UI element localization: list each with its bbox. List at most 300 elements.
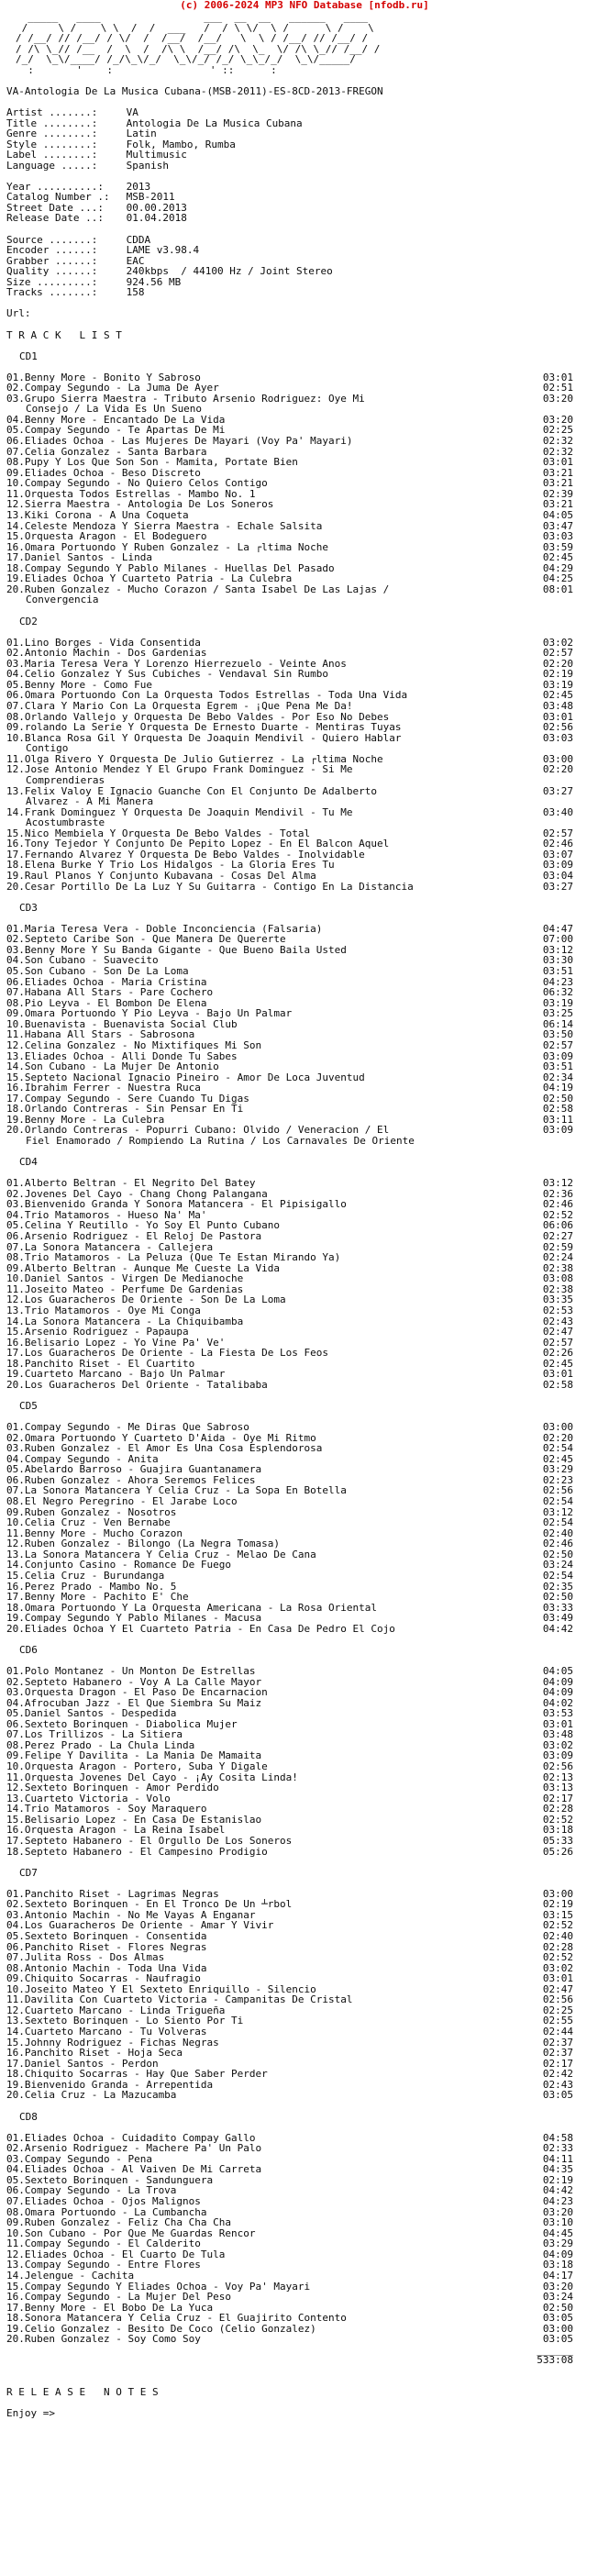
track-title: 19.Raul Planos Y Conjunto Kubavana - Cosas Del Alma: [6, 870, 316, 882]
track-title: 04.Trio Matamoros - Hueso Na' Ma': [6, 1209, 207, 1221]
spacer: [6, 605, 603, 616]
track-title: 16.Orquesta Aragon - La Reina Isabel: [6, 1825, 226, 1836]
track-row: [6, 1677, 573, 1688]
track-row: [6, 690, 573, 701]
track-title: 13.Trio Matamoros - Oye Mi Conga: [6, 1305, 201, 1316]
track-row: [6, 1485, 573, 1496]
track-row: [6, 1242, 573, 1253]
track-title: 11.Olga Rivero Y Orquesta De Julio Gutierrez - La ┌ltima Noche: [6, 753, 383, 765]
track-title: 02.Omara Portuondo Y Cuarteto D'Aida - Oye Mi Ritmo: [6, 1432, 316, 1444]
track-row: [6, 2090, 573, 2101]
cd-label: CD4: [19, 1156, 38, 1169]
track-duration: 03:50: [542, 1028, 573, 1041]
track-title: 16.Perez Prado - Mambo No. 5: [6, 1581, 177, 1593]
track-title: 15.Arsenio Rodriguez - Papaupa: [6, 1327, 189, 1338]
track-duration: 04:17: [542, 2269, 573, 2282]
track-row: [6, 1942, 573, 1953]
track-title: 01.Polo Montanez - Un Monton De Estrellas: [6, 1665, 256, 1677]
spacer: [6, 2122, 603, 2133]
track-duration: 02:43: [542, 2078, 573, 2091]
track-row: [6, 1666, 573, 1677]
track-duration: 02:46: [542, 1538, 573, 1550]
track-duration: 03:01: [542, 371, 573, 383]
track-duration: 03:02: [542, 1738, 573, 1751]
track-row: [6, 1708, 573, 1719]
track-title: 01.Alberto Beltran - El Negrito Del Batey: [6, 1178, 256, 1189]
track-duration: 03:27: [542, 880, 573, 893]
track-title: 06.Eliades Ochoa - Maria Cristina: [6, 976, 207, 988]
track-duration: 02:52: [542, 1208, 573, 1221]
track-title: 03.Maria Teresa Vera Y Lorenzo Hierrezuelo - Veinte Anos: [6, 658, 347, 670]
track-duration: 03:09: [542, 859, 573, 872]
track-duration: 02:45: [542, 551, 573, 564]
track-duration: 02:24: [542, 1251, 573, 1264]
track-duration: 02:59: [542, 1240, 573, 1253]
track-duration: 03:01: [542, 1368, 573, 1381]
track-title: 05.Son Cubano - Son De La Loma: [6, 966, 189, 977]
total-rule: ______: [537, 2343, 573, 2356]
track-title: 07.Habana All Stars - Pare Cochero: [6, 987, 214, 998]
track-title: 08.Antonio Machin - Toda Una Vida: [6, 1962, 207, 1974]
track-duration: 03:00: [542, 2322, 573, 2335]
track-duration: 03:09: [542, 1049, 573, 1062]
track-title: 03.Compay Segundo - Pena: [6, 2153, 152, 2165]
track-duration: 04:05: [542, 508, 573, 521]
track-title: 05.Abelardo Barroso - Guajira Guantanamera: [6, 1464, 262, 1475]
track-row: [6, 638, 573, 649]
track-title: 06.Panchito Riset - Flores Negras: [6, 1941, 207, 1953]
track-row: [6, 2175, 573, 2186]
dates-block: [6, 182, 603, 224]
track-row: [6, 2080, 573, 2091]
track-title: 14.Cuarteto Marcano - Tu Volveras: [6, 2026, 207, 2037]
track-row: [6, 436, 573, 447]
track-title: 10.Son Cubano - Por Que Me Guardas Rencor: [6, 2227, 256, 2239]
track-row: [6, 2196, 573, 2207]
track-title: 09.Eliades Ochoa - Beso Discreto: [6, 467, 201, 479]
track-title: 05.Celina Y Reutillo - Yo Soy El Punto Cubano: [6, 1220, 281, 1231]
track-title: 03.Orquesta Dragon - El Paso De Encarnacion: [6, 1687, 268, 1698]
track-duration: 03:18: [542, 1824, 573, 1837]
track-duration: 02:17: [542, 2057, 573, 2070]
track-title: 13.La Sonora Matancera Y Celia Cruz - Melao De Cana: [6, 1549, 316, 1560]
track-title: 18.Sonora Matancera Y Celia Cruz - El Guajirito Contento: [6, 2313, 347, 2324]
track-duration: 03:02: [542, 636, 573, 649]
track-duration: 02:56: [542, 1993, 573, 2006]
track-title: 07.La Sonora Matancera - Callejera: [6, 1241, 214, 1253]
track-row: [6, 1231, 573, 1242]
track-duration: 04:23: [542, 975, 573, 988]
date-row: [6, 213, 603, 224]
track-title: 11.Orquesta Jovenes Del Cayo - ¡Ay Cosita Linda!: [6, 1771, 298, 1783]
track-row: [6, 2271, 573, 2282]
tech-key: Encoder ......:: [6, 244, 98, 257]
track-title: 13.Sexteto Borinquen - Lo Siento Por Ti: [6, 2015, 244, 2027]
track-duration: 04:47: [542, 922, 573, 935]
track-title: 01.Lino Borges - Vida Consentida: [6, 637, 201, 649]
track-duration: 03:33: [542, 1601, 573, 1614]
track-duration: 02:56: [542, 1760, 573, 1773]
track-title: 11.Davilita Con Cuarteto Victoria - Campanitas De Cristal: [6, 1994, 353, 2005]
track-title: 16.Compay Segundo - La Mujer Del Peso: [6, 2292, 232, 2303]
track-row: [6, 447, 573, 458]
track-title: 08.Perez Prado - La Chula Linda: [6, 1739, 195, 1751]
track-title: 09.Felipe Y Davilita - La Mania De Mamaita: [6, 1750, 262, 1762]
track-duration: 02:37: [542, 2047, 573, 2060]
track-duration: 03:01: [542, 456, 573, 469]
track-duration: 05:33: [542, 1834, 573, 1847]
track-row: [6, 1847, 573, 1858]
track-duration: 04:29: [542, 561, 573, 574]
track-row: [6, 1433, 573, 1444]
track-row: [6, 669, 573, 680]
track-title: 16.Panchito Riset - Hoja Seca: [6, 2048, 183, 2059]
track-row: [6, 1952, 573, 1963]
track-title: 17.Fernando Alvarez Y Orquesta De Bebo Valdes - Inolvidable: [6, 849, 365, 861]
track-duration: 03:30: [542, 954, 573, 967]
track-title: 17.Los Guaracheros De Oriente - La Fiesta De Los Feos: [6, 1348, 328, 1359]
track-title: 07.Celia Gonzalez - Santa Barbara: [6, 446, 207, 458]
track-row: [6, 2133, 573, 2144]
track-title: 12.Sexteto Borinquen - Amor Perdido: [6, 1782, 219, 1793]
track-title: 12.Eliades Ochoa - El Cuarto De Tula: [6, 2248, 226, 2260]
spacer: [6, 1878, 603, 1889]
track-row: [6, 1613, 573, 1624]
track-title: 11.Habana All Stars - Sabrosona: [6, 1029, 195, 1040]
track-duration: 03:51: [542, 965, 573, 977]
track-duration: 02:34: [542, 1071, 573, 1083]
track-row: [6, 1910, 573, 1921]
cd-label: CD1: [19, 350, 38, 362]
track-row: [6, 1836, 573, 1847]
track-duration: 03:00: [542, 1887, 573, 1900]
track-title: 17.Daniel Santos - Perdon: [6, 2058, 159, 2070]
track-title: 04.Celio Gonzalez Y Sus Cubiches - Vendaval Sin Rumbo: [6, 669, 328, 680]
track-duration: 03:24: [542, 2291, 573, 2304]
track-row: [6, 1582, 573, 1593]
track-row: [6, 1338, 573, 1349]
track-row: [6, 1210, 573, 1221]
track-title: 20.Ruben Gonzalez - Mucho Corazon / Santa Isabel De Las Lajas /: [6, 583, 390, 595]
tech-value: EAC: [120, 254, 145, 267]
track-row: [6, 1380, 573, 1391]
track-title: 17.Daniel Santos - Linda: [6, 552, 152, 563]
track-row: [6, 1454, 573, 1465]
track-row: [6, 1719, 573, 1730]
info-row: [6, 161, 603, 172]
track-title-continued: Convergencia: [26, 594, 99, 606]
track-row: [6, 1061, 573, 1072]
track-duration: 03:27: [542, 784, 573, 797]
track-row: [6, 849, 573, 861]
track-duration: 03:21: [542, 477, 573, 490]
track-duration: 04:23: [542, 2195, 573, 2207]
track-row: [6, 1348, 573, 1359]
track-title: 15.Johnny Rodriguez - Fichas Negras: [6, 2037, 219, 2049]
track-duration: 06:06: [542, 1219, 573, 1232]
track-title: 11.Benny More - Mucho Corazon: [6, 1527, 183, 1539]
track-duration: 02:58: [542, 1378, 573, 1391]
track-title: 02.Antonio Machin - Dos Gardenias: [6, 648, 207, 659]
track-duration: 02:57: [542, 647, 573, 660]
track-title: 10.Blanca Rosa Gil Y Orquesta De Joaquin Mendivil - Quiero Hablar: [6, 732, 402, 744]
track-title: 20.Orlando Contreras - Popurri Cubano: Olvido / Veneracion / El: [6, 1125, 390, 1136]
track-duration: 03:05: [542, 2333, 573, 2346]
track-title: 19.Cuarteto Marcano - Bajo Un Palmar: [6, 1369, 226, 1380]
track-title: 09.Ruben Gonzalez - Nosotros: [6, 1506, 177, 1518]
track-duration: 03:20: [542, 2205, 573, 2218]
track-title: 05.Sexteto Borinquen - Sandunguera: [6, 2174, 214, 2186]
date-value: MSB-2011: [120, 191, 175, 204]
track-row: [6, 882, 573, 893]
info-key: Style ........:: [6, 138, 98, 150]
track-duration: 02:32: [542, 445, 573, 458]
track-title-continued: Álvarez - A Mi Manera: [26, 796, 154, 807]
nfo-text: [6, 12, 603, 2419]
track-duration: 02:50: [542, 1548, 573, 1560]
track-title: 19.Compay Segundo Y Pablo Milanes - Macusa: [6, 1613, 262, 1624]
track-row: [6, 2026, 573, 2037]
track-row: [6, 966, 573, 977]
tech-value: 158: [120, 286, 145, 299]
track-row: [6, 1603, 573, 1614]
track-row: [6, 2249, 573, 2260]
track-row: [6, 1072, 573, 1083]
track-title-continued: Fiel Enamorado / Rompiendo La Rutina / Los Carnavales De Oriente: [26, 1136, 415, 1147]
track-title: 13.Felix Valoy E Ignacio Guanche Con El Conjunto De Adalberto: [6, 785, 377, 797]
track-title: 18.Orlando Contreras - Sin Pensar En Ti: [6, 1104, 244, 1115]
track-row: [6, 934, 573, 945]
track-row: [6, 563, 573, 574]
track-row: [6, 2037, 573, 2049]
track-row: [6, 945, 573, 956]
cd-label: CD7: [19, 1866, 38, 1879]
track-duration: 02:25: [542, 424, 573, 437]
track-row: [6, 1178, 573, 1189]
info-key: Artist .......:: [6, 106, 98, 119]
track-row: [6, 2059, 573, 2070]
track-duration: 02:47: [542, 1982, 573, 1995]
track-duration: 02:57: [542, 1038, 573, 1051]
track-row: [6, 1740, 573, 1751]
track-duration: 03:05: [542, 2312, 573, 2325]
track-title: 09.Omara Portuondo Y Pio Leyva - Bajo Un Palmar: [6, 1008, 293, 1019]
track-title: 14.Son Cubano - La Mujer De Antonio: [6, 1061, 219, 1072]
track-duration: 03:29: [542, 1463, 573, 1476]
spacer: [6, 892, 603, 903]
track-title: 02.Arsenio Rodriguez - Machere Pa' Un Palo: [6, 2143, 262, 2154]
track-duration: 03:24: [542, 1559, 573, 1571]
track-duration: 03:00: [542, 1421, 573, 1434]
track-duration: 04:11: [542, 2152, 573, 2165]
track-title: 06.Arsenio Rodriguez - El Reloj De Pastora: [6, 1231, 262, 1242]
info-value: Folk, Mambo, Rumba: [120, 138, 236, 150]
track-duration: 03:03: [542, 731, 573, 744]
track-duration: 03:47: [542, 519, 573, 532]
track-duration: 03:51: [542, 1060, 573, 1073]
track-row: [6, 1316, 573, 1327]
track-duration: 03:21: [542, 498, 573, 511]
track-row: [6, 1189, 573, 1200]
track-title: 18.Omara Portuondo Y La Orquesta Americana - La Rosa Oriental: [6, 1602, 377, 1614]
track-duration: 02:20: [542, 1431, 573, 1444]
track-title: 18.Compay Segundo Y Pablo Milanes - Huellas Del Pasado: [6, 562, 335, 574]
track-duration: 03:59: [542, 540, 573, 553]
track-title: 08.Omara Portuondo - La Cumbancha: [6, 2206, 207, 2218]
track-duration: 03:12: [542, 1177, 573, 1190]
track-duration: 02:20: [542, 657, 573, 670]
track-title: 16.Tony Tejedor Y Conjunto De Pepito Lopez - En El Balcon Aquel: [6, 838, 390, 849]
track-title: 18.Elena Burke Y Trio Los Hidalgos - La Gloria Eres Tu: [6, 860, 335, 871]
track-title: 10.Orquesta Aragon - Portero, Suba Y Digale: [6, 1761, 268, 1772]
track-duration: 03:07: [542, 848, 573, 861]
track-title: 06.Sexteto Borinquen - Diabolica Mujer: [6, 1718, 238, 1730]
track-row: [6, 754, 573, 765]
cd-label: CD2: [19, 615, 38, 627]
track-duration: 02:57: [542, 827, 573, 839]
spacer: [6, 1147, 603, 1158]
track-title: 07.La Sonora Matancera Y Celia Cruz - La Sopa En Botella: [6, 1485, 347, 1497]
track-duration: 02:50: [542, 2301, 573, 2314]
track-duration: 02:33: [542, 2142, 573, 2155]
track-duration: 03:29: [542, 2237, 573, 2250]
track-row: [6, 372, 573, 383]
track-title: 13.Compay Segundo - Entre Flores: [6, 2260, 201, 2271]
track-row: [6, 1517, 573, 1528]
tech-key: Quality ......:: [6, 265, 98, 278]
track-duration: 02:55: [542, 2015, 573, 2027]
track-row: [6, 510, 573, 521]
tech-row: [6, 245, 603, 256]
track-duration: 02:56: [542, 1484, 573, 1497]
track-row: [6, 531, 573, 542]
track-title: 04.Los Guaracheros De Oriente - Amar Y Vivir: [6, 1920, 274, 1931]
info-value: Antologia De La Musica Cubana: [120, 117, 303, 129]
track-duration: 02:19: [542, 1898, 573, 1911]
track-duration: 02:39: [542, 487, 573, 500]
track-duration: 03:25: [542, 1007, 573, 1020]
track-duration: 02:32: [542, 435, 573, 448]
track-row: [6, 2207, 573, 2218]
spacer: [6, 2101, 603, 2112]
spacer: [6, 1655, 603, 1666]
tech-key: Tracks .......:: [6, 286, 98, 299]
track-duration: 03:01: [542, 710, 573, 723]
track-row: [6, 998, 573, 1009]
track-duration: 02:52: [542, 1813, 573, 1826]
track-duration: 02:54: [542, 1516, 573, 1529]
info-key: Label ........:: [6, 149, 98, 161]
track-duration: 03:20: [542, 413, 573, 426]
track-row: [6, 1782, 573, 1793]
cd-label: CD8: [19, 2110, 38, 2123]
track-duration: 02:50: [542, 1591, 573, 1604]
track-duration: 03:02: [542, 1961, 573, 1974]
track-duration: 03:40: [542, 805, 573, 818]
spacer: [6, 1857, 603, 1868]
track-duration: 04:42: [542, 2184, 573, 2197]
copyright-banner[interactable]: (c) 2006-2024 MP3 NFO Database [nfodb.ru]: [180, 0, 429, 11]
track-duration: 03:12: [542, 1505, 573, 1518]
track-duration: 02:44: [542, 2026, 573, 2038]
track-title: 01.Eliades Ochoa - Cuidadito Compay Gallo: [6, 2132, 256, 2144]
track-title: 01.Compay Segundo - Me Diras Que Sabroso: [6, 1422, 249, 1433]
track-row: [6, 2217, 573, 2228]
track-row: [6, 2282, 573, 2293]
track-title: 10.Compay Segundo - No Quiero Celos Contigo: [6, 478, 268, 489]
track-duration: 03:10: [542, 2216, 573, 2229]
track-row: [6, 2313, 573, 2324]
track-row: [6, 1624, 573, 1635]
track-row: [6, 2238, 573, 2249]
track-duration: 04:19: [542, 1082, 573, 1094]
track-duration: 03:53: [542, 1707, 573, 1720]
track-title-continued: Consejo / La Vida Es Un Sueno: [26, 404, 203, 415]
track-row: [6, 1804, 573, 1815]
track-duration: 03:00: [542, 752, 573, 765]
track-row: [6, 1815, 573, 1826]
track-row: [6, 1772, 573, 1783]
track-row: [6, 415, 573, 426]
track-row: [6, 2324, 573, 2335]
track-title: 10.Joseito Mateo Y El Sexteto Enriquillo - Silencio: [6, 1983, 316, 1995]
track-row: [6, 659, 573, 670]
tech-row: [6, 287, 603, 298]
track-title: 02.Sexteto Borinquen - En El Tronco De Un ┴rbol: [6, 1899, 293, 1910]
track-row: [6, 1359, 573, 1370]
track-duration: 02:27: [542, 1230, 573, 1242]
track-duration: 04:09: [542, 1675, 573, 1688]
track-title: 03.Benny More Y Su Banda Gigante - Que Bueno Baila Usted: [6, 944, 347, 956]
spacer: [6, 1390, 603, 1401]
track-duration: 02:13: [542, 1771, 573, 1783]
track-duration: 03:19: [542, 996, 573, 1009]
track-row: [6, 680, 573, 691]
track-title: 05.Sexteto Borinquen - Consentida: [6, 1930, 207, 1942]
track-title: 10.Buenavista - Buenavista Social Club: [6, 1018, 238, 1030]
track-row: [6, 701, 573, 712]
track-title: 18.Chiquito Socarras - Hay Que Saber Perder: [6, 2069, 268, 2080]
track-row: [6, 2143, 573, 2154]
track-duration: 03:09: [542, 1124, 573, 1137]
track-row: [6, 1549, 573, 1560]
track-row: [6, 1793, 573, 1804]
track-duration: 02:54: [542, 1569, 573, 1582]
track-title: 20.Cesar Portillo De La Luz Y Su Guitarra - Contigo En La Distancia: [6, 881, 414, 893]
track-row: [6, 1899, 573, 1910]
track-row: [6, 1029, 573, 1040]
track-duration: 03:19: [542, 678, 573, 691]
track-title: 09.Ruben Gonzalez - Feliz Cha Cha Cha: [6, 2217, 232, 2228]
info-value: Spanish: [120, 159, 169, 172]
track-title: 13.Cuarteto Victoria - Volo: [6, 1793, 171, 1804]
track-row: [6, 1305, 573, 1316]
track-title: 17.Septeto Habanero - El Orgullo De Los Soneros: [6, 1835, 293, 1847]
track-duration: 02:47: [542, 1326, 573, 1338]
track-row: [6, 1040, 573, 1051]
tech-key: Grabber ......:: [6, 254, 98, 267]
track-title: 12.Cuarteto Marcano - Linda Trigueña: [6, 2004, 226, 2016]
track-title: 19.Benny More - La Culebra: [6, 1114, 165, 1126]
track-row: [6, 977, 573, 988]
track-row: [6, 1931, 573, 1942]
track-title: 19.Celio Gonzalez - Besito De Coco (Celio Gonzalez): [6, 2323, 316, 2335]
track-row: [6, 1538, 573, 1549]
track-duration: 04:42: [542, 1622, 573, 1635]
track-row: [6, 1199, 573, 1210]
track-row: [6, 1920, 573, 1931]
track-title: 04.Compay Segundo - Anita: [6, 1453, 159, 1465]
